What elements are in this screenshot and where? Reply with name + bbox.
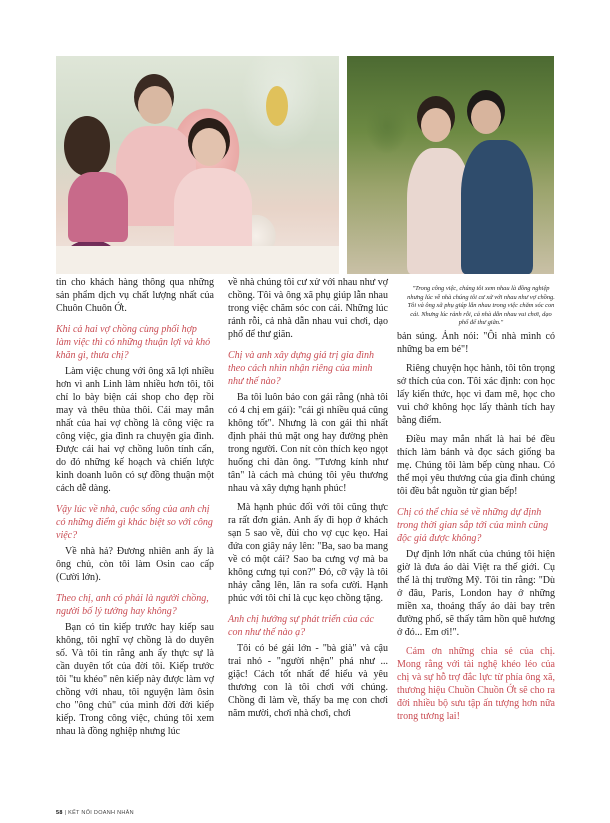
paragraph: Ba tôi luôn bảo con gái rằng (nhà tôi có 4 chị em gái): "cái gì nhiều quá cũng không tốt". Nhưng là con gái thì nhất định phải thủ mặt ong hay đường phèn trong người. Con nít còn thích kẹo ngọt huống chi đàn ông. "Tương kính như tân" là cách mà chúng tôi yêu thương nhau và xây dựng hạnh phúc! [228, 392, 388, 494]
couple-photo [347, 56, 554, 274]
text-column-1 [56, 276, 214, 744]
page-footer [56, 810, 134, 816]
paragraph: Điều may mắn nhất là hai bé đều thích làm bánh và đọc sách giống ba mẹ. Chúng tôi làm bếp cùng nhau. Có thể mọi yêu thương của gia đình chúng tôi đều bắt nguồn từ gian bếp! [397, 434, 555, 497]
page-number: 58 [56, 810, 63, 816]
question-heading: Chị có thể chia sẻ về những dự định trong thời gian sắp tới của mình cũng độc giả được không? [397, 507, 549, 544]
photo-caption: "Trong công việc, chúng tôi xem nhau là đồng nghiệp nhưng lúc về nhà chúng tôi cư xử với nhau như vợ chồng. Tôi và ông xã phụ giúp lẫn nhau trong việc chăm sóc con cái. Nhưng lúc rảnh rỗi, cả nhà dẫn nhau vui chơi, dạo phố để thư giãn." [407, 285, 555, 327]
closing-paragraph: Cảm ơn những chia sẻ của chị. Mong rằng với tài nghệ khéo léo của chị và sự hỗ trợ đắc lực từ phía ông xã, thương hiệu Chuồn Chuồn Ớt sẽ cho ra đời nhiều bộ sưu tập ấn tượng hơn nữa trong tương lai! [397, 646, 555, 722]
question-heading: Khi cả hai vợ chồng cùng phối hợp làm việc thì có những thuận lợi và khó khăn gì, thưa chị? [56, 324, 211, 361]
text-column-2 [228, 276, 388, 726]
paragraph: về nhà chúng tôi cư xử với nhau như vợ chồng. Tôi và ông xã phụ giúp lẫn nhau trong việc chăm sóc con cái. Những lúc rảnh rỗi, cả nhà dẫn nhau vui chơi, dạo phố để thư giãn. [228, 277, 388, 340]
question-heading: Theo chị, anh có phải là người chồng, người bố lý tưởng hay không? [56, 593, 209, 617]
question-heading: Chị và anh xây dựng giá trị gia đình theo cách nhìn nhận riêng của mình như thế nào? [228, 350, 375, 387]
question-heading: Anh chị hướng sự phát triển của các con như thế nào ạ? [228, 614, 374, 638]
paragraph: Bạn có tin kiếp trước hay kiếp sau không, tôi nghĩ vợ chồng là do duyên số. Và tôi tin rằng anh ấy thực sự là cần duyên tốt của đời tôi. Kiếp trước tôi "tu khéo" nên kiếp này được làm vợ chồng với nhau, tôi nguyện làm ôsin cho "ông chủ" của mình đời đời kiếp kiếp. Trong công việc, chúng tôi xem nhau là đồng nghiệp nhưng lúc [56, 622, 214, 737]
paragraph: bản súng. Ảnh nói: "Ôi nhà mình có những ba em bé"! [397, 331, 555, 355]
question-heading: Vậy lúc về nhà, cuộc sống của anh chị có những điểm gì khác biệt so với công việc? [56, 504, 213, 541]
paragraph: tin cho khách hàng thông qua những sản phẩm dịch vụ chất lượng nhất của Chuôn Chuôn Ớt. [56, 277, 214, 314]
paragraph: Riêng chuyện học hành, tôi tôn trọng sở thích của con. Tôi xác định: con học lấy kiến thức, học vì đam mê, học cho vui chớ không học lấy thành tích hay bằng điểm. [397, 363, 555, 426]
paragraph: Về nhà hả? Đương nhiên anh ấy là ông chủ, còn tôi làm Osin cao cấp (Cười lớn). [56, 546, 214, 583]
paragraph: Tôi có bé gái lớn - "bà già" và cậu trai nhỏ - "người nhện" phá như ... giặc! Cách tốt nhất để hiểu và yêu thương con là tôi chơi với chúng. Chồng đi làm về, thấy ba mẹ con chơi năm mười, chơi nhà chơi, chơi [228, 643, 388, 719]
text-column-3 [397, 330, 555, 729]
publication-name: | KẾT NỐI DOANH NHÂN [64, 810, 134, 816]
paragraph: Làm việc chung với ông xã lợi nhiều hơn vì anh Linh làm nhiều hơn tôi, tôi chỉ lo bày biện cái shop cho đẹp rồi may và thêu thùa thôi. Cái may mắn nhất của hai vợ chồng là công việc ra công việc, gia đình ra chuyện gia đình. Được cái hai vợ chồng luôn tính cẩn, do đó những kế hoạch và chiến lược kinh doanh luôn có sự đồng thuận một cách dễ dàng. [56, 366, 214, 494]
paragraph: Mà hạnh phúc đối với tôi cũng thực ra rất đơn giản. Anh ấy đi họp ở khách sạn 5 sao về, đùi cho vợ cục kẹo. Hai đứa con giây náy lên: "Ba, sao ba mang về có một cái? Sao ba cưng vợ mà ba không cưng tụi con?" Đó, cỡ vậy là tôi nhảy cẫng lên, lăn ra sofa cười. Hạnh phúc với tôi chỉ là cục kẹo chồng tặng. [228, 502, 388, 604]
paragraph: Dự định lớn nhất của chúng tôi hiện giờ là đưa áo dài Việt ra thế giới. Cụ thể là thị trường Mỹ. Tôi tin rằng: "Dù ở đâu, Paris, London hay ở những miền xa, thoáng thấy áo dài bay trên đường phố, sẽ thấy tâm hồn quê hương ở đó... Em ơi!". [397, 549, 555, 638]
family-photo [56, 56, 339, 274]
